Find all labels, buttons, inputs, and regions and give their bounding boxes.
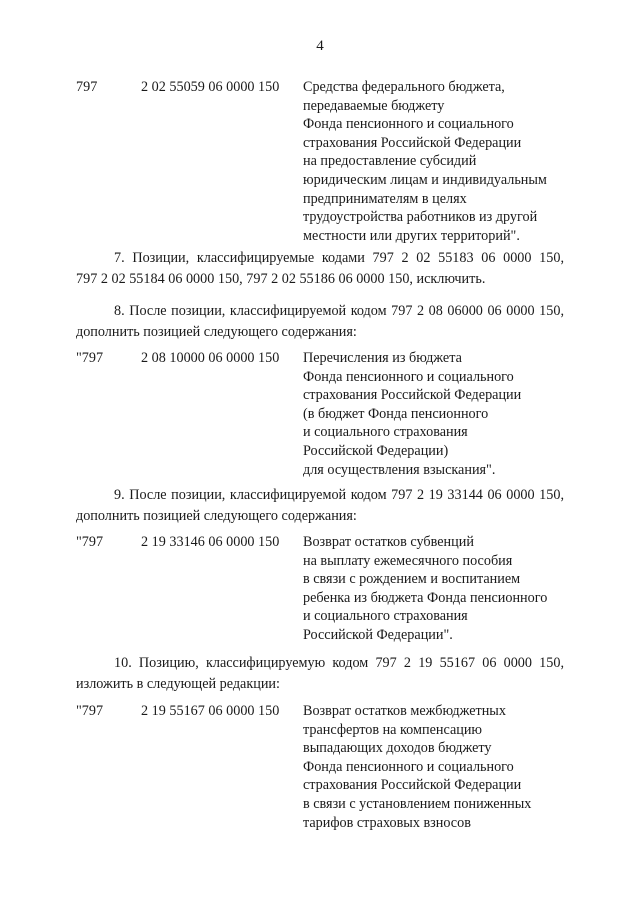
paragraph-line: 7. Позиции, классифицируемые кодами 797 2 02 55183 06 0000 150, xyxy=(114,250,564,266)
description-line: трансфертов на компенсацию xyxy=(303,721,483,738)
description-line: Перечисления из бюджета xyxy=(303,350,462,366)
description-line: тарифов страховых взносов xyxy=(303,814,471,831)
paragraph-line: 10. Позицию, классифицируемую кодом 797 2 19 55167 06 0000 150, xyxy=(114,655,564,671)
paragraph-line: дополнить позицией следующего содержания: xyxy=(76,508,357,524)
description-line: для осуществления взыскания". xyxy=(303,461,496,478)
entry-description xyxy=(303,349,583,479)
entry-description xyxy=(303,78,583,245)
paragraph-line: 9. После позиции, классифицируемой кодом 797 2 19 33144 06 0000 150, xyxy=(114,487,564,503)
budget-classification-code: 2 08 10000 06 0000 150 xyxy=(141,350,280,366)
paragraph-7 xyxy=(76,248,564,290)
paragraph-8 xyxy=(76,301,564,343)
description-line: страхования Российской Федерации xyxy=(303,387,522,404)
page-number: 4 xyxy=(316,38,324,54)
admin-code: "797 xyxy=(76,350,104,366)
budget-classification-code: 2 19 55167 06 0000 150 xyxy=(141,703,280,719)
description-line: Российской Федерации) xyxy=(303,442,449,459)
description-line: Средства федерального бюджета, xyxy=(303,79,505,95)
description-line: Российской Федерации". xyxy=(303,626,453,643)
description-line: Фонда пенсионного и социального xyxy=(303,368,514,385)
admin-code: 797 xyxy=(76,79,98,95)
description-line: на выплату ежемесячного пособия xyxy=(303,552,513,569)
paragraph-9 xyxy=(76,485,564,527)
description-line: Фонда пенсионного и социального xyxy=(303,758,514,775)
description-line: страхования Российской Федерации xyxy=(303,777,522,794)
description-line: страхования Российской Федерации xyxy=(303,134,522,151)
description-line: в связи с рождением и воспитанием xyxy=(303,571,521,588)
description-line: юридическим лицам и индивидуальным xyxy=(303,171,547,188)
budget-classification-code: 2 19 33146 06 0000 150 xyxy=(141,534,280,550)
description-line: в связи с установлением пониженных xyxy=(303,795,532,812)
admin-code: "797 xyxy=(76,703,104,719)
paragraph-line: дополнить позицией следующего содержания: xyxy=(76,324,357,340)
description-line: и социального страхования xyxy=(303,424,468,441)
entry-description xyxy=(303,533,583,645)
budget-classification-code: 2 02 55059 06 0000 150 xyxy=(141,79,280,95)
description-line: трудоустройства работников из другой xyxy=(303,209,538,226)
paragraph-10 xyxy=(76,653,564,695)
description-line: Возврат остатков межбюджетных xyxy=(303,703,506,719)
description-line: (в бюджет Фонда пенсионного xyxy=(303,405,489,422)
description-line: и социального страхования xyxy=(303,608,468,625)
description-line: местности или других территорий". xyxy=(303,227,520,244)
description-line: на предоставление субсидий xyxy=(303,153,477,170)
description-line: выпадающих доходов бюджету xyxy=(303,740,492,757)
paragraph-line: изложить в следующей редакции: xyxy=(76,676,280,692)
admin-code: "797 xyxy=(76,534,104,550)
description-line: ребенка из бюджета Фонда пенсионного xyxy=(303,589,548,606)
entry-description xyxy=(303,702,583,832)
description-line: передаваемые бюджету xyxy=(303,97,445,114)
description-line: Фонда пенсионного и социального xyxy=(303,116,514,133)
description-line: Возврат остатков субвенций xyxy=(303,534,474,550)
paragraph-line: 8. После позиции, классифицируемой кодом 797 2 08 06000 06 0000 150, xyxy=(114,303,564,319)
description-line: предпринимателям в целях xyxy=(303,190,467,207)
paragraph-line: 797 2 02 55184 06 0000 150, 797 2 02 55186 06 0000 150, исключить. xyxy=(76,271,486,287)
